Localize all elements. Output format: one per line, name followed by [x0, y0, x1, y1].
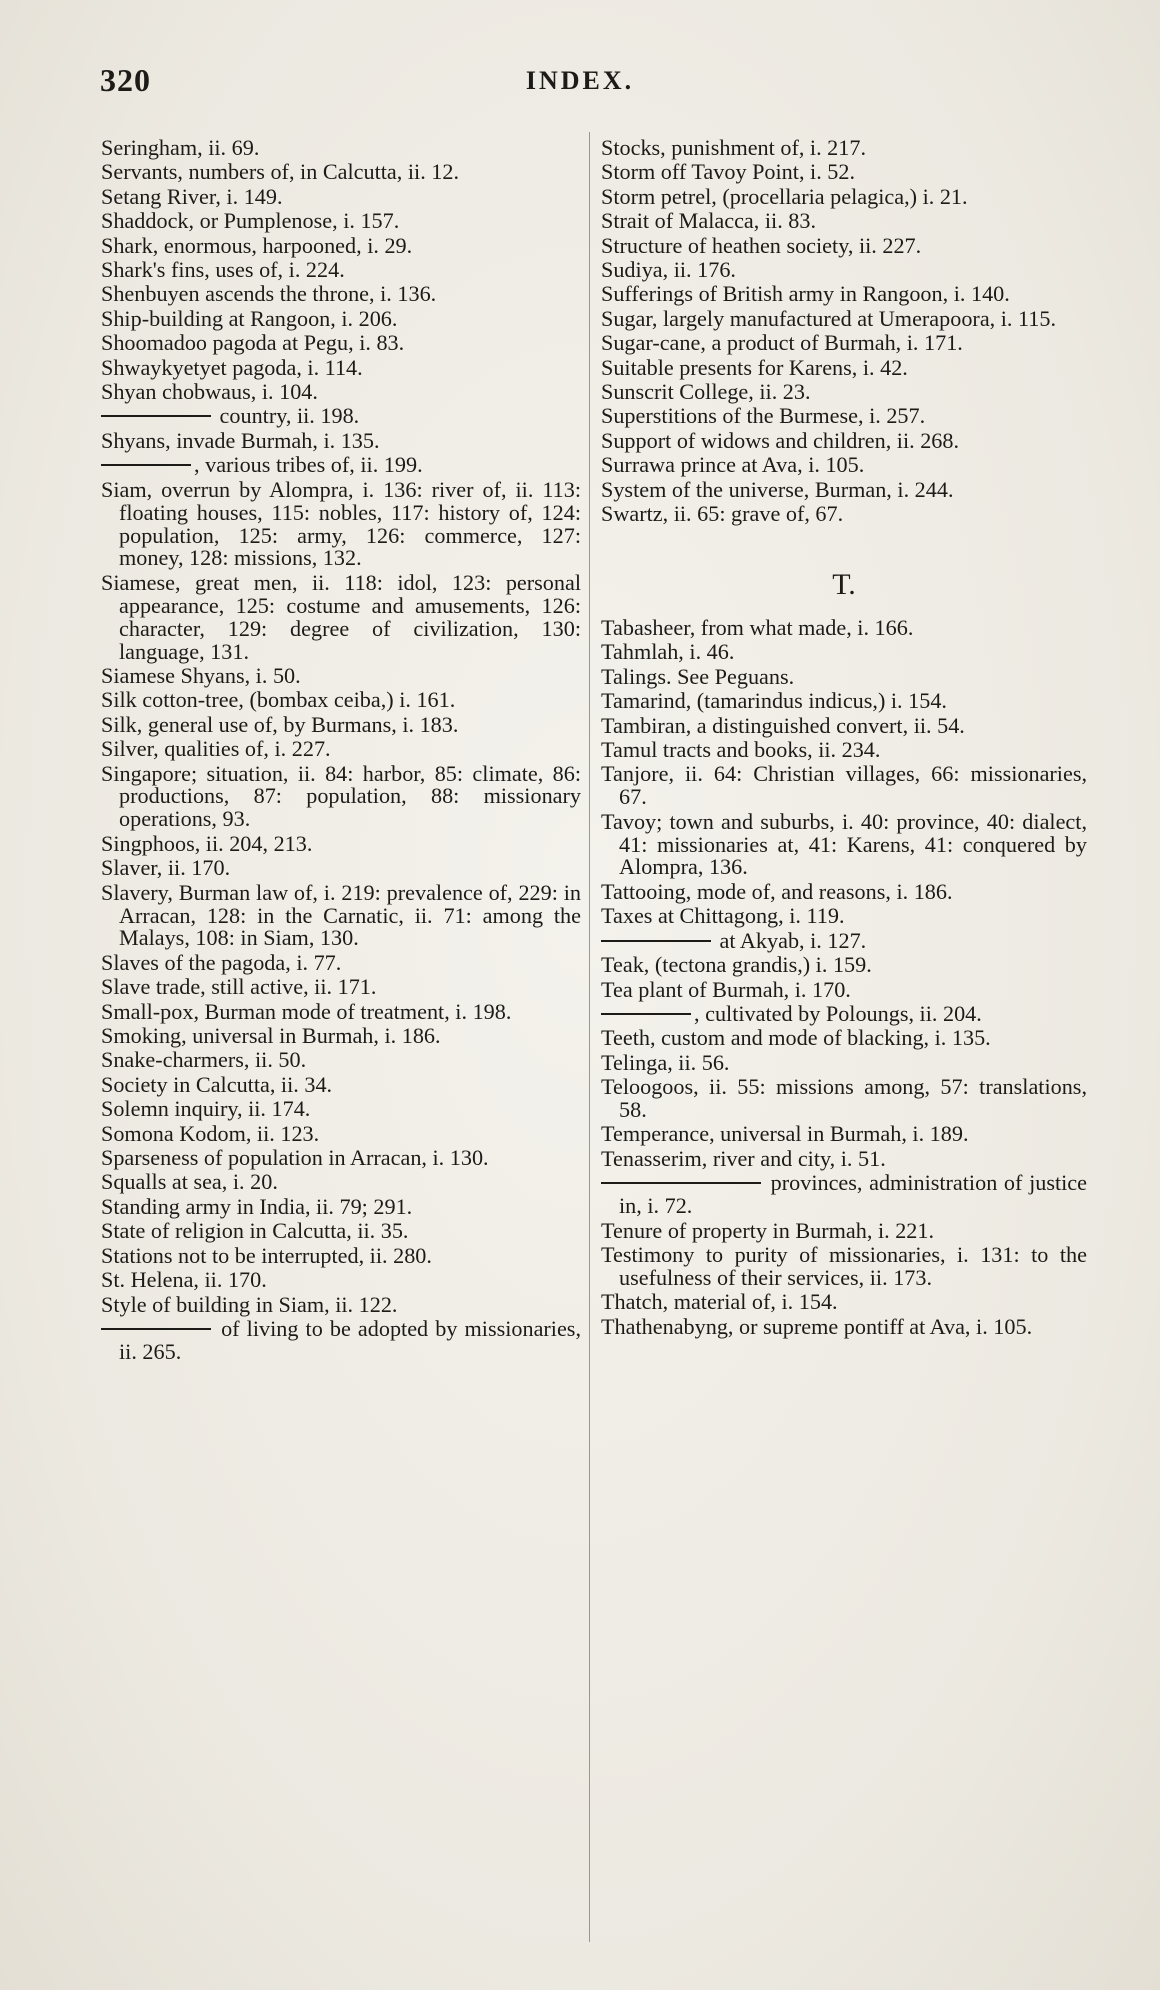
index-entry: Shyans, invade Burmah, i. 135.	[101, 427, 380, 453]
index-entry: Sugar-cane, a product of Burmah, i. 171.	[601, 330, 963, 356]
index-entry: Tavoy; town and suburbs, i. 40: province, 40: dialect, 41: missionaries at, 41: Karens, 41: conquered by Alompra, 136.	[601, 808, 1087, 880]
index-entry: Tambiran, a distinguished convert, ii. 54.	[601, 712, 965, 738]
index-entry: Taxes at Chittagong, i. 119.	[601, 903, 845, 929]
index-entry: Tanjore, ii. 64: Christian villages, 66: missionaries, 67.	[601, 761, 1087, 810]
index-entry: at Akyab, i. 127.	[601, 930, 1087, 953]
index-entry: Sufferings of British army in Rangoon, i. 140.	[601, 281, 1010, 307]
index-entry: Slave trade, still active, ii. 171.	[101, 974, 377, 1000]
index-entry: Superstitions of the Burmese, i. 257.	[601, 403, 926, 429]
index-entry: Slaves of the pagoda, i. 77.	[101, 949, 342, 975]
index-entries-t	[601, 614, 1087, 1339]
index-entry: , cultivated by Poloungs, ii. 204.	[601, 1003, 1087, 1026]
index-entry: Slavery, Burman law of, i. 219: prevalence of, 229: in Arracan, 128: in the Carnatic, ii. 71: among the Malays, 108: in Siam, 130.	[101, 879, 581, 951]
index-entry: Siamese Shyans, i. 50.	[101, 662, 301, 688]
index-entry: Silver, qualities of, i. 227.	[101, 736, 331, 762]
running-head: INDEX.	[525, 66, 635, 95]
index-entry: Support of widows and children, ii. 268.	[601, 427, 960, 453]
index-entry: System of the universe, Burman, i. 244.	[601, 476, 954, 502]
index-entry: Suitable presents for Karens, i. 42.	[601, 354, 908, 380]
index-entry: Sparseness of population in Arracan, i. 130.	[101, 1145, 489, 1171]
index-entry: Silk, general use of, by Burmans, i. 183.	[101, 711, 459, 737]
index-entry: Testimony to purity of missionaries, i. 131: to the usefulness of their services, ii. 173.	[601, 1241, 1087, 1290]
index-entry: Shwaykyetyet pagoda, i. 114.	[101, 354, 363, 380]
index-entry: Telinga, ii. 56.	[601, 1049, 730, 1075]
index-entry: Shyan chobwaus, i. 104.	[101, 379, 318, 405]
index-entry: Servants, numbers of, in Calcutta, ii. 12.	[101, 159, 460, 185]
ditto-rule	[101, 415, 211, 417]
ditto-rule	[101, 464, 191, 466]
index-entry: Tahmlah, i. 46.	[601, 639, 735, 665]
index-entry: Shenbuyen ascends the throne, i. 136.	[101, 281, 437, 307]
index-entry: Tabasheer, from what made, i. 166.	[601, 614, 914, 640]
index-entry: Small-pox, Burman mode of treatment, i. 198.	[101, 998, 512, 1024]
index-entry: Siam, overrun by Alompra, i. 136: river of, ii. 113: floating houses, 115: nobles, 117: history of, 124: population, 125: army, 126: commerce, 127: money, 128: missions, 132.	[101, 476, 581, 571]
page-header	[100, 62, 1060, 112]
index-entry: Shaddock, or Pumplenose, i. 157.	[101, 208, 400, 234]
ditto-rule	[601, 1013, 691, 1015]
index-entry: Shark, enormous, harpooned, i. 29.	[101, 232, 413, 258]
index-entry: Ship-building at Rangoon, i. 206.	[101, 305, 398, 331]
index-entry: Shoomadoo pagoda at Pegu, i. 83.	[101, 330, 405, 356]
index-entry: Talings. See Peguans.	[601, 663, 795, 689]
index-entry: Structure of heathen society, ii. 227.	[601, 232, 922, 258]
column-divider	[589, 132, 590, 1942]
index-entry: Snake-charmers, ii. 50.	[101, 1047, 307, 1073]
index-entry: , various tribes of, ii. 199.	[101, 454, 581, 477]
index-entry: Tenasserim, river and city, i. 51.	[601, 1145, 886, 1171]
index-entry: Temperance, universal in Burmah, i. 189.	[601, 1121, 969, 1147]
index-entry: Thatch, material of, i. 154.	[601, 1289, 838, 1315]
index-entry: Swartz, ii. 65: grave of, 67.	[601, 501, 844, 527]
index-entry: Sudiya, ii. 176.	[601, 257, 736, 283]
index-column-left	[101, 137, 581, 1365]
index-entry: Singphoos, ii. 204, 213.	[101, 830, 313, 856]
index-entry: country, ii. 198.	[101, 405, 581, 428]
ditto-rule	[101, 1328, 211, 1330]
index-entry: Tenure of property in Burmah, i. 221.	[601, 1217, 935, 1243]
index-entry: Tamul tracts and books, ii. 234.	[601, 736, 881, 762]
index-entry: Singapore; situation, ii. 84: harbor, 85: climate, 86: productions, 87: population, 88: missionary operations, 93.	[101, 760, 581, 832]
index-entry: Teeth, custom and mode of blacking, i. 135.	[601, 1025, 991, 1051]
page-number: 320	[100, 62, 151, 98]
index-entry: Surrawa prince at Ava, i. 105.	[601, 452, 865, 478]
index-entry: Strait of Malacca, ii. 83.	[601, 208, 817, 234]
index-entry: provinces, administration of justice in, i. 72.	[601, 1172, 1087, 1218]
index-entry: Stocks, punishment of, i. 217.	[601, 135, 867, 160]
section-letter-t: T.	[832, 568, 856, 601]
ditto-rule	[601, 1182, 761, 1184]
index-entry: Setang River, i. 149.	[101, 183, 283, 209]
index-entry: Tattooing, mode of, and reasons, i. 186.	[601, 878, 953, 904]
index-entry: Solemn inquiry, ii. 174.	[101, 1096, 311, 1122]
index-entry: Storm off Tavoy Point, i. 52.	[601, 159, 856, 185]
index-entry: Standing army in India, ii. 79; 291.	[101, 1193, 413, 1219]
index-entry: Thathenabyng, or supreme pontiff at Ava, i. 105.	[601, 1313, 1033, 1339]
index-entry: Tamarind, (tamarindus indicus,) i. 154.	[601, 688, 947, 714]
index-entry: Stations not to be interrupted, ii. 280.	[101, 1242, 432, 1268]
index-entry: Slaver, ii. 170.	[101, 855, 231, 881]
index-entry: Squalls at sea, i. 20.	[101, 1169, 278, 1195]
index-entry: Tea plant of Burmah, i. 170.	[601, 976, 851, 1002]
index-entry: Society in Calcutta, ii. 34.	[101, 1071, 333, 1097]
index-entry: Somona Kodom, ii. 123.	[101, 1120, 320, 1146]
index-entry: of living to be adopted by missionaries, ii. 265.	[101, 1318, 581, 1364]
index-entry: State of religion in Calcutta, ii. 35.	[101, 1218, 409, 1244]
ditto-rule	[601, 940, 711, 942]
index-entry: Sunscrit College, ii. 23.	[601, 379, 811, 405]
index-entry: Seringham, ii. 69.	[101, 135, 260, 160]
index-entry: Teak, (tectona grandis,) i. 159.	[601, 952, 872, 978]
index-entry: Teloogoos, ii. 55: missions among, 57: translations, 58.	[601, 1074, 1087, 1123]
index-entry: Smoking, universal in Burmah, i. 186.	[101, 1023, 441, 1049]
index-entry: St. Helena, ii. 170.	[101, 1267, 267, 1293]
index-column-right	[601, 137, 1087, 1340]
index-entries-s	[601, 137, 1087, 526]
index-entry: Storm petrel, (procellaria pelagica,) i. 21.	[601, 183, 968, 209]
index-entry: Silk cotton-tree, (bombax ceiba,) i. 161.	[101, 687, 456, 713]
index-entry: Shark's fins, uses of, i. 224.	[101, 257, 345, 283]
index-entry: Sugar, largely manufactured at Umerapoora, i. 115.	[601, 305, 1057, 331]
index-entry: Style of building in Siam, ii. 122.	[101, 1291, 398, 1317]
index-entry: Siamese, great men, ii. 118: idol, 123: personal appearance, 125: costume and amusements, 126: character, 129: degree of civilization, 130: language, 131.	[101, 569, 581, 664]
